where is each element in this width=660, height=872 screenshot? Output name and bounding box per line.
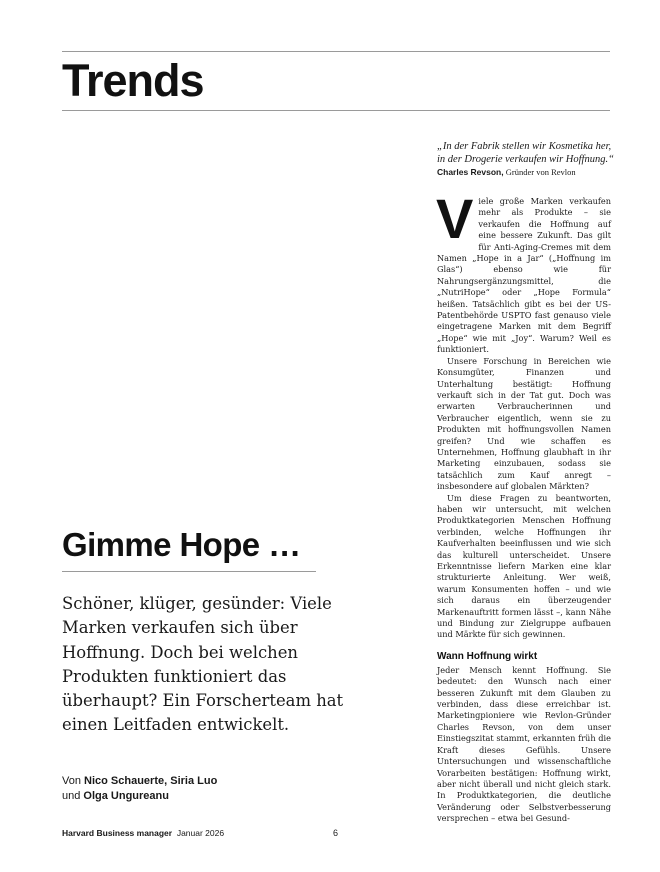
quote-author: Charles Revson,	[437, 167, 504, 177]
quote-author-role: Gründer von Revlon	[503, 167, 576, 177]
section-subheading: Wann Hoffnung wirkt	[437, 650, 538, 662]
page-number: 6	[333, 828, 339, 838]
byline	[62, 774, 362, 804]
footer-brand	[62, 828, 224, 838]
body-paragraph-3: Um diese Fragen zu beantworten, haben wir untersucht, mit welchen Produktkategorien Menschen Hoffnung verbinden, welche Hoffnungen ihr Kaufverhalten beeinflussen und wie sich das kulturell unterscheidet. Unsere Erkenntnisse liefern Marken eine klar strukturierte Anleitung. Wer weiß, warum Konsumenten hoffen – und wie sich daraus ein überzeugender Markenauftritt formen lässt –, kann Nähe und Bindung zur Zielgruppe aufbauen und Märkte für sich gewinnen.	[437, 492, 611, 640]
body-paragraph-1	[436, 187, 611, 356]
byline-line-1	[62, 774, 362, 789]
section-title: Trends	[62, 55, 204, 106]
drop-cap: V	[436, 187, 474, 250]
top-rule	[62, 51, 610, 52]
byline-prefix: Von	[62, 775, 85, 787]
byline-and: und	[62, 790, 84, 802]
issue-date: Januar 2026	[176, 828, 225, 838]
article-headline: Gimme Hope …	[62, 526, 301, 563]
author-names: Nico Schauerte, Siria Luo	[84, 775, 218, 787]
author-name-last: Olga Ungureanu	[83, 790, 169, 802]
paragraph-1-text: iele große Marken verkaufen mehr als Produkte – sie verkaufen die Hoffnung auf eine bessere Zukunft. Das gilt für Anti-Aging-Cremes mit dem Namen „Hope in a Jar“ („Hoffnung im Glas“) ebenso wie für Nahrungsergänzungsmittel, die „NutriHope“ oder „Hope Formula“ heißen. Tatsächlich gibt es bei der US-Patentbehörde USPTO fast genauso viele eingetragene Marken mit dem Begriff „Hope“ wie mit „Joy“. Warum? Weil es funktioniert.	[437, 196, 611, 355]
epigraph-quote	[437, 140, 637, 179]
magazine-name: Harvard Business manager	[62, 828, 173, 838]
quote-attribution	[437, 166, 637, 179]
byline-line-2	[62, 789, 362, 804]
quote-line-1: „In der Fabrik stellen wir Kosmetika her,	[437, 141, 612, 152]
article-body	[436, 187, 611, 825]
body-paragraph-4: Jeder Mensch kennt Hoffnung. Sie bedeutet: den Wunsch nach einer besseren Zukunft mit dem Glauben zu verbinden, dass diese erreichbar ist. Marketingpioniere wie Revlon-Gründer Charles Revson, von dem unser Einstiegszitat stammt, erkannten früh die Kraft dieses Gefühls. Unsere Untersuchungen und wissenschaftliche Vorarbeiten bestätigen: Hoffnung wirkt, aber nicht überall und nicht gleich stark. In Produktkategorien, die deutliche Veränderung oder Selbstverbesserung versprechen – etwa bei Gesund-	[437, 664, 611, 824]
section-rule	[62, 110, 610, 111]
body-paragraph-2: Unsere Forschung in Bereichen wie Konsumgüter, Finanzen und Unterhaltung bestätigt: Hoffnung verkauft sich in der Tat gut. Doch was erwarten Verbraucherinnen und Verbraucher eigentlich, wenn sie zu Produkten mit hoffnungsvollen Namen greifen? Und wie schaffen es Unternehmen, Hoffnung glaubhaft in ihr Marketing einzubauen, sodass sie tatsächlich zum Kauf anregt – insbesondere auf globalen Märkten?	[437, 355, 611, 492]
headline-rule	[62, 571, 316, 572]
quote-line-2: in der Drogerie verkaufen wir Hoffnung.“	[437, 154, 614, 165]
article-deck: Schöner, klüger, gesünder: Viele Marken verkaufen sich über Hoffnung. Doch bei welchen Produkten funktioniert das überhaupt? Ein Forscherteam hat einen Leitfaden entwickelt.	[62, 594, 344, 735]
